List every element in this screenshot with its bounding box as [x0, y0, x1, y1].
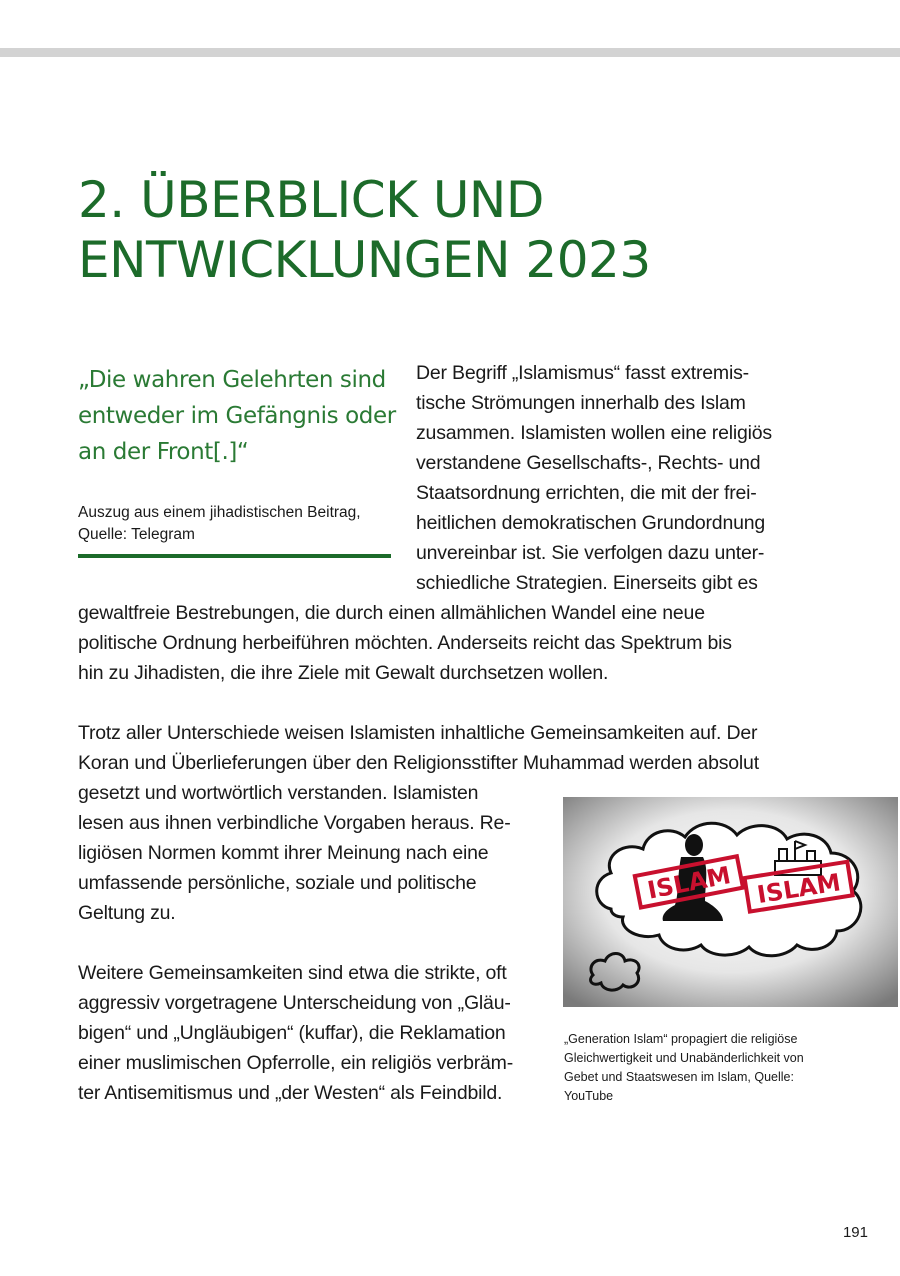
text-line: gewaltfreie Bestrebungen, die durch einen allmählichen Wandel eine neue: [78, 602, 705, 624]
text-line: ligiösen Normen kommt ihrer Meinung nach eine: [78, 842, 489, 864]
text-line: Trotz aller Unterschiede weisen Islamisten inhaltliche Gemeinsamkeiten auf. Der: [78, 722, 758, 744]
text-line: schiedliche Strategien. Einerseits gibt es: [416, 572, 758, 594]
text-line: Staatsordnung errichten, die mit der frei-: [416, 482, 757, 504]
text-line: Der Begriff „Islamismus“ fasst extremis-: [416, 362, 749, 384]
quote-divider: [78, 554, 391, 558]
caption-line: YouTube: [564, 1089, 614, 1103]
quote-source-line: Quelle: Telegram: [78, 526, 195, 543]
quote-line: entweder im Gefängnis oder: [78, 403, 396, 429]
text-line: lesen aus ihnen verbindliche Vorgaben heraus. Re-: [78, 812, 511, 834]
text-line: Weitere Gemeinsamkeiten sind etwa die strikte, oft: [78, 962, 507, 984]
text-line: hin zu Jihadisten, die ihre Ziele mit Gewalt durchsetzen wollen.: [78, 662, 609, 684]
quote-source: [78, 502, 398, 546]
quote-line: an der Front[.]“: [78, 439, 249, 465]
paragraph-2-full-width: [78, 718, 759, 778]
stamp-text: ISLAM: [645, 861, 733, 905]
text-line: aggressiv vorgetragene Unterscheidung von „Gläu-: [78, 992, 511, 1014]
text-line: heitlichen demokratischen Grundordnung: [416, 512, 766, 534]
text-line: Geltung zu.: [78, 902, 176, 924]
text-line: einer muslimischen Opferrolle, ein religiös verbräm-: [78, 1052, 514, 1074]
page-number: 191: [842, 1224, 868, 1241]
caption-line: Gleichwertigkeit und Unabänderlichkeit von: [564, 1051, 804, 1065]
quote-source-line: Auszug aus einem jihadistischen Beitrag,: [78, 504, 361, 521]
paragraph-1-right-column: [416, 358, 772, 598]
page-title: [78, 170, 651, 290]
caption-line: „Generation Islam“ propagiert die religiöse: [564, 1032, 798, 1046]
text-line: ter Antisemitismus und „der Westen“ als Feindbild.: [78, 1082, 503, 1104]
text-line: zusammen. Islamisten wollen eine religiös: [416, 422, 772, 444]
title-line: 2. ÜBERBLICK UND: [78, 171, 544, 229]
title-line: ENTWICKLUNGEN 2023: [78, 231, 651, 289]
text-line: Koran und Überlieferungen über den Religionsstifter Muhammad werden absolut: [78, 752, 759, 774]
figure-caption: [564, 1030, 894, 1106]
paragraph-2-left-column: [78, 778, 511, 928]
paragraph-1-full-width: [78, 598, 732, 688]
text-line: gesetzt und wortwörtlich verstanden. Islamisten: [78, 782, 479, 804]
pull-quote: [78, 362, 398, 470]
text-line: bigen“ und „Ungläubigen“ (kuffar), die Reklamation: [78, 1022, 506, 1044]
text-line: politische Ordnung herbeiführen möchten. Anderseits reicht das Spektrum bis: [78, 632, 732, 654]
text-line: verstandene Gesellschafts-, Rechts- und: [416, 452, 761, 474]
quote-line: „Die wahren Gelehrten sind: [78, 367, 386, 393]
figure-image: [563, 797, 898, 1007]
text-line: umfassende persönliche, soziale und politische: [78, 872, 477, 894]
text-line: unvereinbar ist. Sie verfolgen dazu unter-: [416, 542, 765, 564]
header-rule: [0, 48, 900, 57]
paragraph-3-left-column: [78, 958, 513, 1108]
caption-line: Gebet und Staatswesen im Islam, Quelle:: [564, 1070, 794, 1084]
text-line: tische Strömungen innerhalb des Islam: [416, 392, 746, 414]
stamp-text: ISLAM: [755, 868, 843, 910]
